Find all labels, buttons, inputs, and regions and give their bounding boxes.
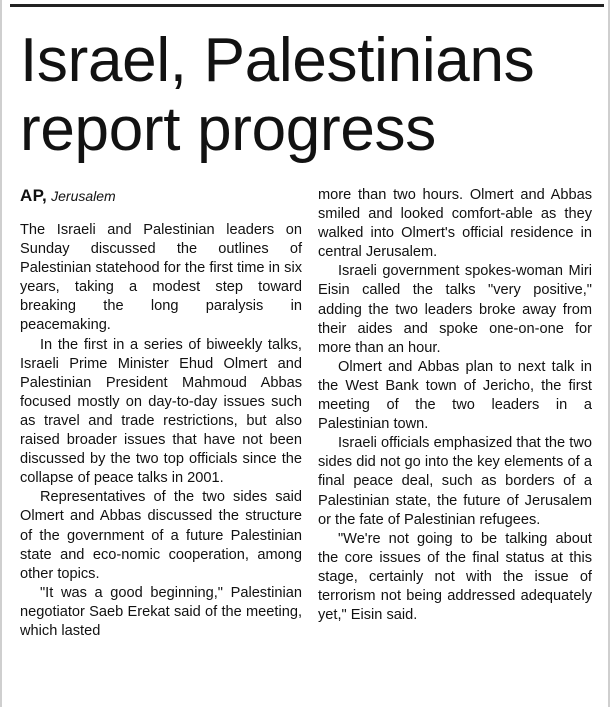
article-paragraph: The Israeli and Palestinian leaders on Sunday discussed the outlines of Palestinian statehood for the first time in six years, taking a modest step toward breaking the long paralysis in peacemaking. bbox=[20, 222, 302, 334]
top-rule bbox=[10, 4, 604, 7]
headline-line-1: Israel, Palestinians bbox=[20, 26, 535, 95]
article-paragraph: more than two hours. Olmert and Abbas smiled and looked comfort-able as they walked into Olmert's official residence in central Jerusalem. bbox=[318, 187, 592, 261]
article-paragraph: Representatives of the two sides said Olmert and Abbas discussed the structure of the government of a future Palestinian state and eco-nomic cooperation, among other topics. bbox=[20, 489, 302, 582]
article-column-left bbox=[20, 186, 302, 641]
article-column-right bbox=[318, 186, 592, 625]
byline-agency: AP, bbox=[20, 186, 48, 205]
article-paragraph: Israeli government spokes-woman Miri Eisin called the talks "very positive," adding the two leaders broke away from their aides and spoke one-on-one for more than an hour. bbox=[318, 263, 592, 356]
headline bbox=[20, 26, 610, 164]
article-paragraph: "We're not going to be talking about the core issues of the final status at this stage, certainly not with the issue of terrorism not being addressed adequately yet," Eisin said. bbox=[318, 530, 592, 624]
article-paragraph: In the first in a series of biweekly talks, Israeli Prime Minister Ehud Olmert and Palestinian President Mahmoud Abbas focused mostly on day-to-day issues such as travel and trade restrictions, but also raised broader issues that have not been discussed by the two top officials since the collapse of peace talks in 2001. bbox=[20, 336, 302, 487]
byline-dateline: Jerusalem bbox=[51, 188, 116, 204]
article-paragraph: Olmert and Abbas plan to next talk in the West Bank town of Jericho, the first meeting of the two leaders in a Palestinian town. bbox=[318, 358, 592, 433]
byline bbox=[20, 186, 302, 207]
article-paragraph: "It was a good beginning," Palestinian negotiator Saeb Erekat said of the meeting, which lasted bbox=[20, 584, 302, 639]
headline-line-2: report progress bbox=[20, 95, 436, 164]
article-paragraph: Israeli officials emphasized that the two sides did not go into the key elements of a final peace deal, such as borders of a Palestinian state, the future of Jerusalem or the fate of Palestinian refugees. bbox=[318, 435, 592, 528]
